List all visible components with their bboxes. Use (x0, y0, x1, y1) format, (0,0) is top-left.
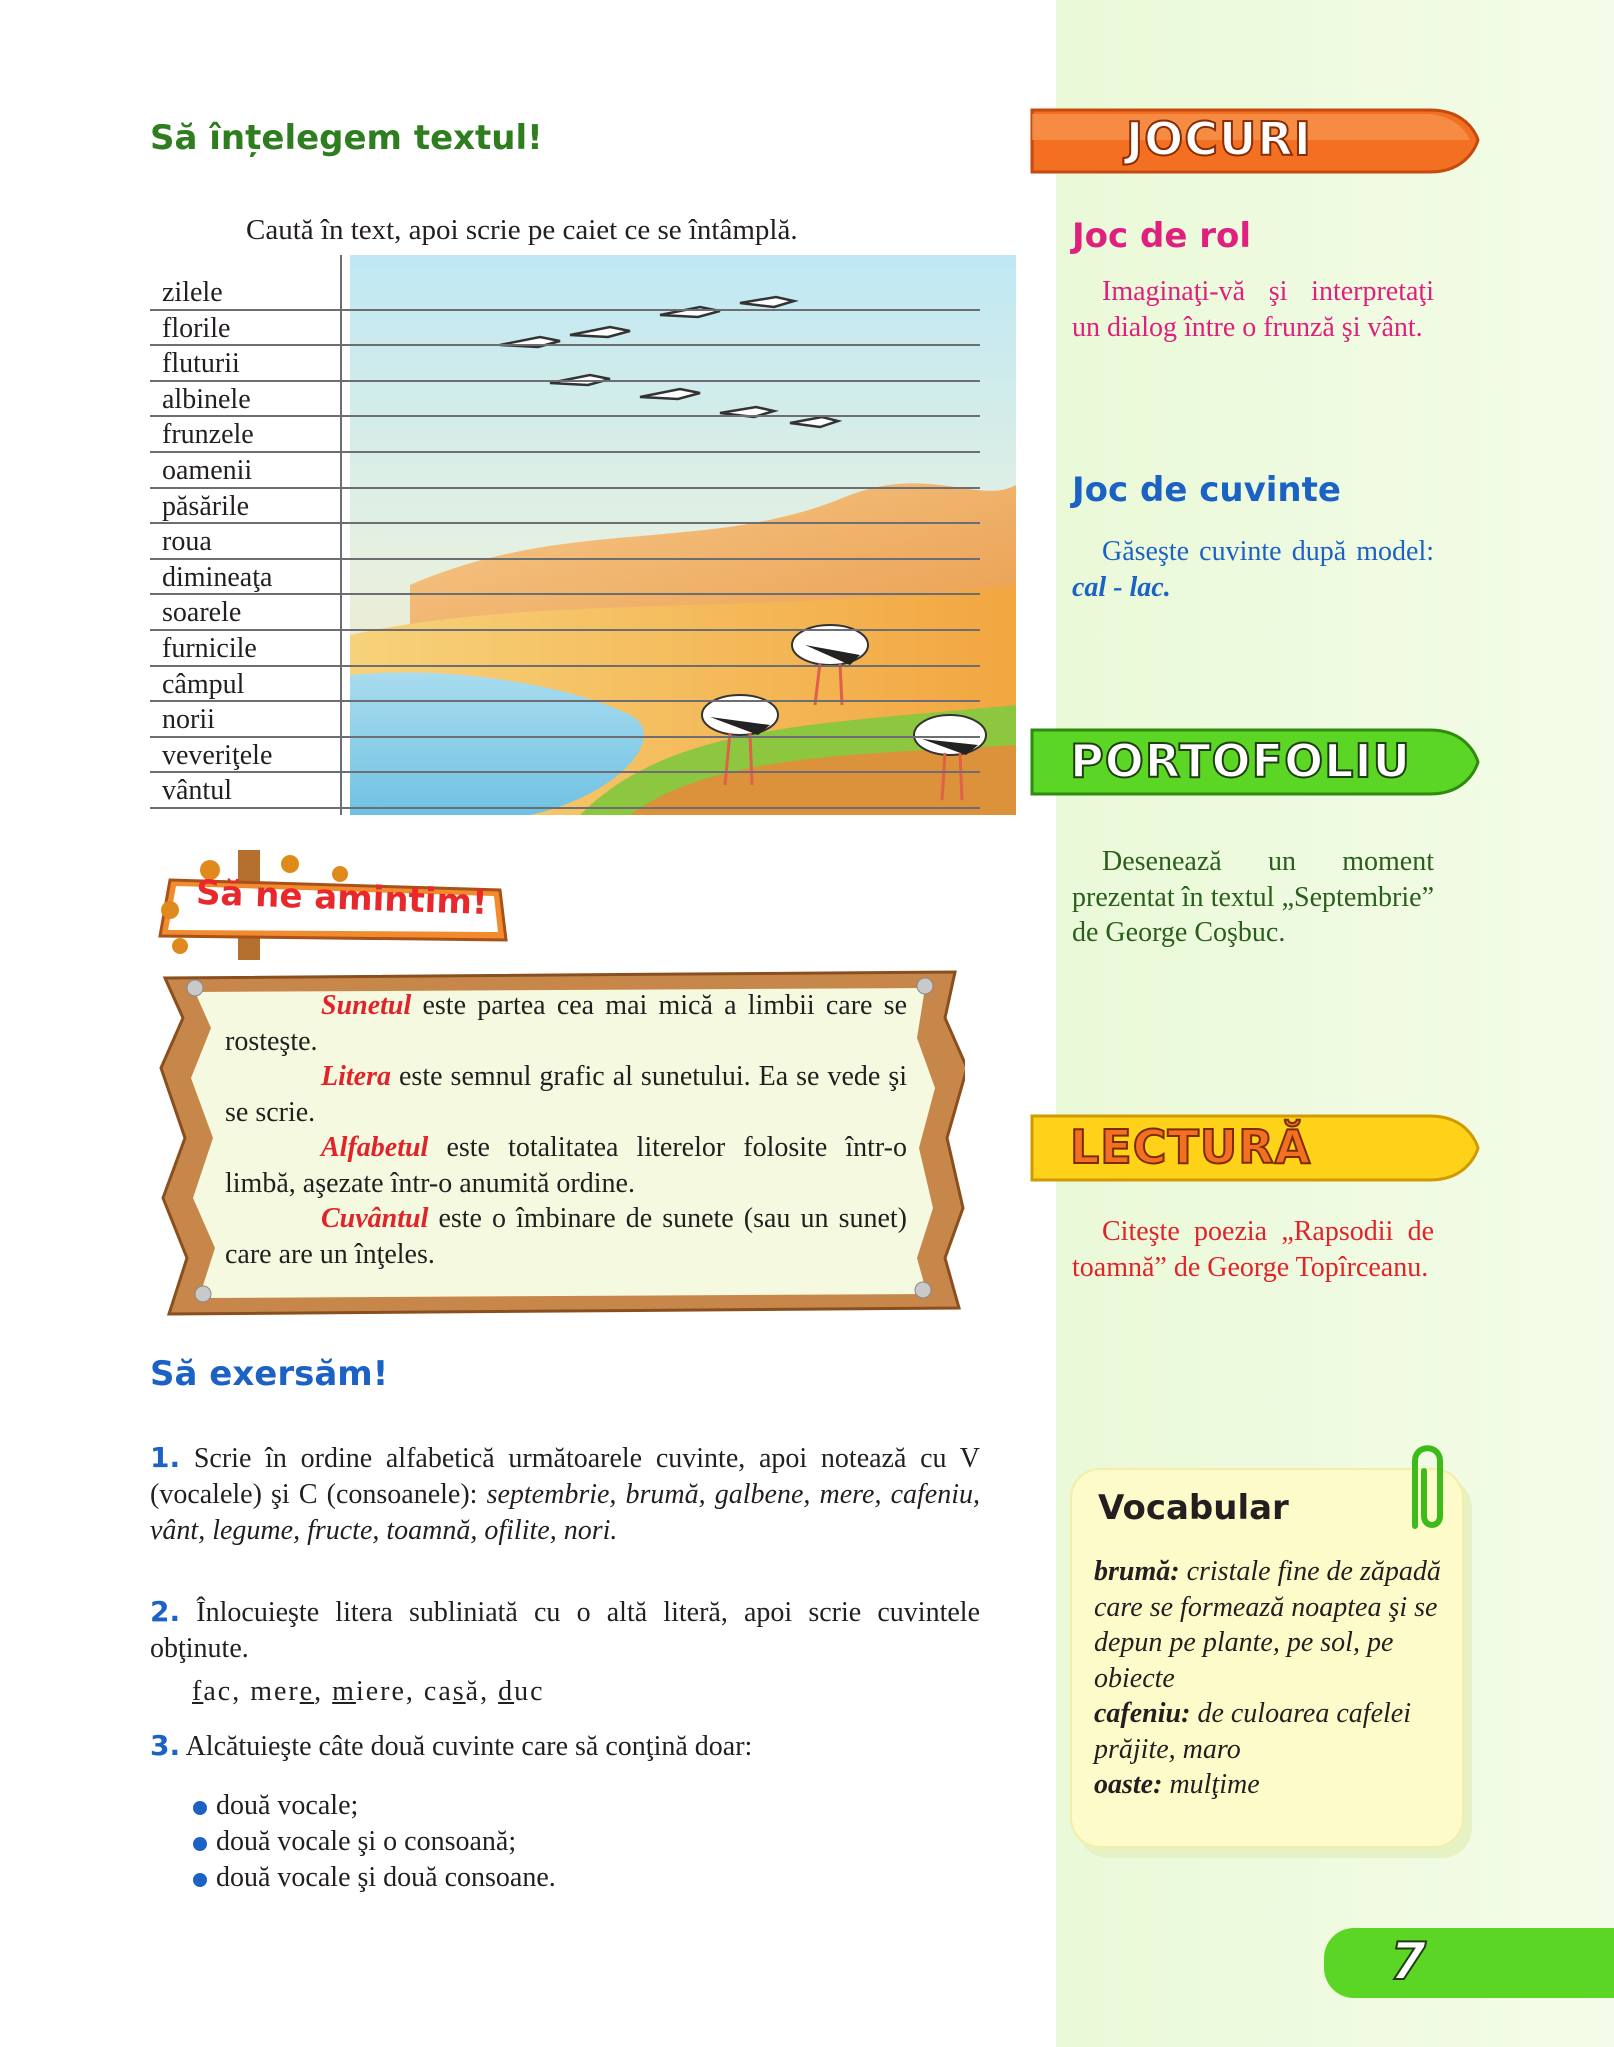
table-instruction: Caută în text, apoi scrie pe caiet ce se întâmplă. (246, 214, 798, 246)
vocab-entry: oaste: mulţime (1094, 1769, 1260, 1800)
portofoliu-tab: PORTOFOLIU (1070, 734, 1411, 788)
table-row: fluturii (150, 346, 980, 382)
exercise-number: 2. (150, 1595, 181, 1628)
list-item: două vocale şi două consoane. (190, 1860, 556, 1896)
table-row: dimineaţa (150, 560, 980, 596)
understand-heading: Să înțelegem textul! (150, 118, 543, 158)
definition-item (225, 1059, 907, 1130)
lectura-tab: LECTURĂ (1070, 1120, 1312, 1174)
definition-text: este partea cea mai mică a limbii care se rosteşte. (225, 990, 907, 1057)
word: duc (498, 1676, 545, 1707)
exercise-3-list (190, 1788, 556, 1896)
definition-term: Litera (321, 1061, 391, 1092)
definition-item (225, 1201, 907, 1272)
vocab-entry: brumă: cristale fine de zăpadă care se formează noaptea şi se depun pe plante, pe sol, pe obiecte (1094, 1556, 1441, 1694)
table-row: păsările (150, 489, 980, 525)
list-item: două vocale şi o consoană; (190, 1824, 556, 1860)
table-row: albinele (150, 382, 980, 418)
jocuri-tab: JOCURI (1126, 112, 1312, 166)
definition-item (225, 1130, 907, 1201)
word: fac (192, 1676, 233, 1707)
definition-text: este totalitatea literelor folosite într-o limbă, aşezate într-o anumită ordine. (225, 1132, 907, 1199)
table-row: veveriţele (150, 738, 980, 774)
practice-heading: Să exersăm! (150, 1354, 389, 1394)
word: mere (250, 1676, 315, 1707)
table-row: vântul (150, 773, 980, 809)
table-row: furnicile (150, 631, 980, 667)
list-item: două vocale; (190, 1788, 556, 1824)
table-row: soarele (150, 595, 980, 631)
word: miere (332, 1676, 406, 1707)
definition-term: Alfabetul (321, 1132, 429, 1163)
exercise-3 (150, 1728, 980, 1765)
table-row: frunzele (150, 417, 980, 453)
definitions-board (155, 958, 965, 1318)
rol-text: Imaginaţi-vă şi interpretaţi un dialog între o frunză şi vânt. (1072, 276, 1434, 343)
table-row: florile (150, 311, 980, 347)
definitions-text (225, 988, 907, 1272)
table-rows (150, 275, 980, 809)
exercise-text: Înlocuieşte litera subliniată cu o altă literă, apoi scrie cuvintele obţinute. (150, 1597, 980, 1664)
definition-item (225, 988, 907, 1059)
exercise-words: septembrie, brumă, galbene, mere, cafeniu, vânt, legume, fructe, toamnă, ofilite, nori. (150, 1479, 980, 1546)
definition-term: Cuvântul (321, 1203, 429, 1234)
vocabulary-title: Vocabular (1098, 1488, 1289, 1528)
vocab-term: oaste: (1094, 1769, 1163, 1800)
cuvinte-model: cal - lac. (1072, 571, 1171, 603)
exercise-text: Scrie în ordine alfabetică următoarele cuvinte, apoi notează cu V (vocalele) şi C (consoanele): (150, 1443, 980, 1510)
underlined-words: fac, mere, miere, casă, duc (192, 1676, 545, 1707)
vocab-term: brumă: (1094, 1556, 1180, 1587)
portofoliu-text: Desenează un moment prezentat în textul „Septembrie” de George Coşbuc. (1072, 846, 1434, 948)
paperclip-icon (1400, 1436, 1450, 1536)
table-row: roua (150, 524, 980, 560)
cuvinte-title: Joc de cuvinte (1072, 470, 1341, 510)
word-table (150, 255, 1016, 815)
definition-text: este semnul grafic al sunetului. Ea se vede şi se scrie. (225, 1061, 907, 1128)
exercise-number: 1. (150, 1441, 181, 1474)
remember-title: Să ne amintim! (195, 872, 489, 924)
table-row: oamenii (150, 453, 980, 489)
remember-banner (150, 850, 520, 960)
table-row: norii (150, 702, 980, 738)
page-number: 7 (1390, 1932, 1427, 1992)
table-row: zilele (150, 275, 980, 311)
exercise-2 (150, 1594, 980, 1667)
vocabulary-text (1094, 1554, 1446, 1803)
word: casă (423, 1676, 481, 1707)
definition-term: Sunetul (321, 990, 412, 1021)
vocab-term: cafeniu: (1094, 1698, 1191, 1729)
exercise-text: Alcătuieşte câte două cuvinte care să conţină doar: (180, 1731, 753, 1762)
page-number-tab (1324, 1928, 1614, 1998)
lectura-text: Citeşte poezia „Rapsodii de toamnă” de George Topîrceanu. (1072, 1216, 1434, 1283)
definition-text: este o îmbinare de sunete (sau un sunet) care are un înţeles. (225, 1203, 907, 1270)
exercise-number: 3. (150, 1729, 181, 1762)
rol-title: Joc de rol (1072, 216, 1252, 256)
cuvinte-text: Găseşte cuvinte după model: cal - lac. (1072, 536, 1434, 603)
exercise-1 (150, 1440, 980, 1549)
vocab-entry: cafeniu: de culoarea cafelei prăjite, maro (1094, 1698, 1411, 1765)
table-row: câmpul (150, 667, 980, 703)
